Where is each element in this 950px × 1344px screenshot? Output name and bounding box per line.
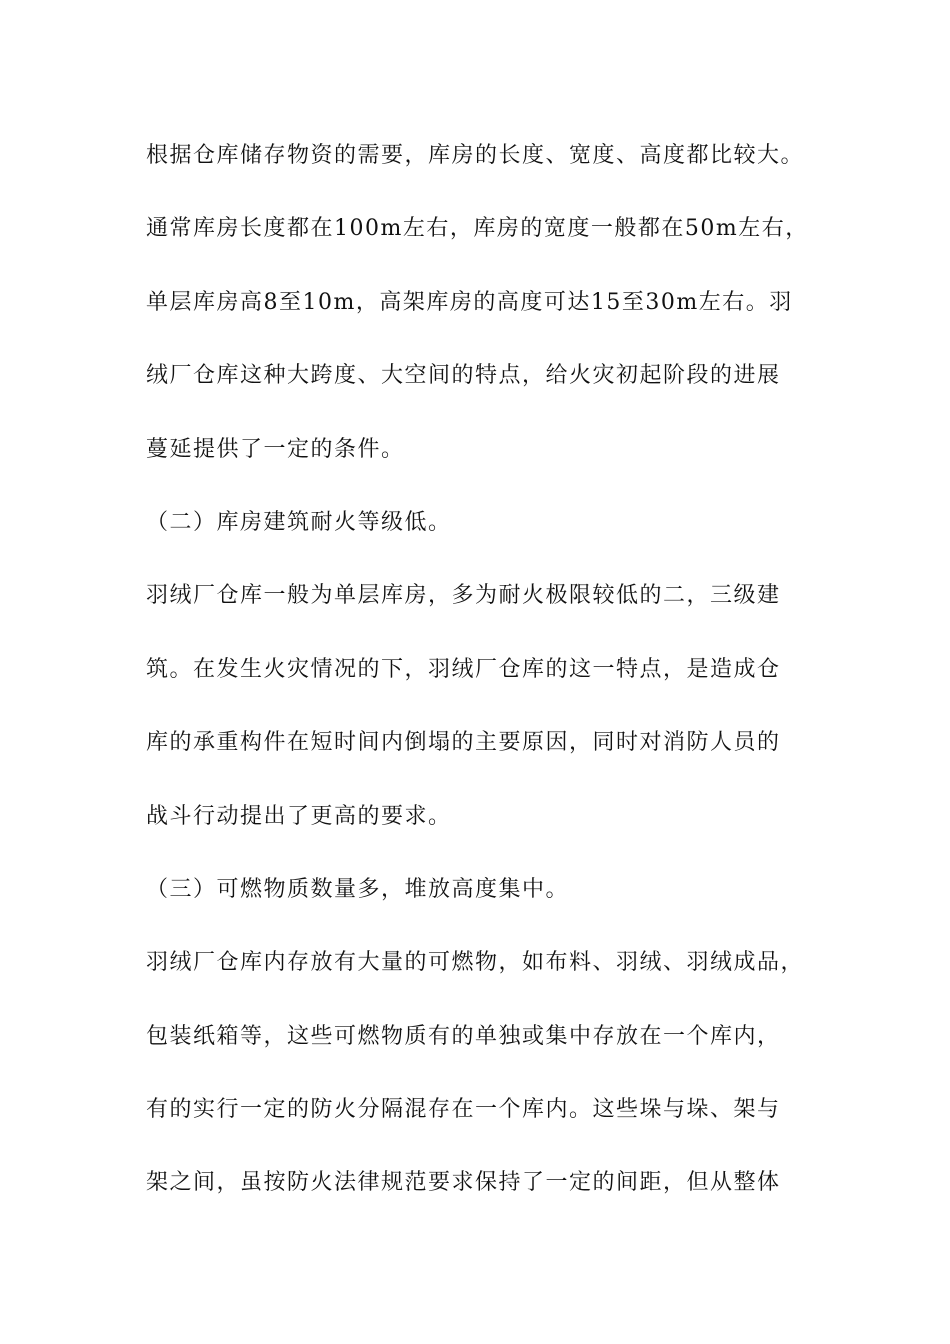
text-line: 架之间，虽按防火法律规范要求保持了一定的间距，但从整体: [146, 1170, 781, 1196]
text-line: 战斗行动提出了更高的要求。: [146, 803, 452, 829]
section-heading: （三）可燃物质数量多，堆放高度集中。: [146, 876, 570, 902]
text-line: 有的实行一定的防火分隔混存在一个库内。这些垛与垛、架与: [146, 1097, 781, 1123]
text-line: 包装纸箱等，这些可燃物质有的单独或集中存放在一个库内，: [146, 1023, 781, 1049]
text-line: 羽绒厂仓库一般为单层库房，多为耐火极限较低的二，三级建: [146, 583, 781, 609]
text-line: 通常库房长度都在100m左右，库房的宽度一般都在50m左右，: [146, 216, 809, 242]
body-text: [146, 130, 816, 1231]
text-line: 库的承重构件在短时间内倒塌的主要原因，同时对消防人员的: [146, 730, 781, 756]
text-line: 羽绒厂仓库内存放有大量的可燃物，如布料、羽绒、羽绒成品，: [146, 950, 805, 976]
text-line: 单层库房高8至10m，高架库房的高度可达15至30m左右。羽: [146, 289, 793, 315]
section-heading: （二）库房建筑耐火等级低。: [146, 509, 452, 535]
text-line: 蔓延提供了一定的条件。: [146, 436, 405, 462]
text-line: 筑。在发生火灾情况的下，羽绒厂仓库的这一特点，是造成仓: [146, 656, 781, 682]
text-line: 根据仓库储存物资的需要，库房的长度、宽度、高度都比较大。: [146, 143, 805, 168]
text-line: 绒厂仓库这种大跨度、大空间的特点，给火灾初起阶段的进展: [146, 363, 781, 389]
